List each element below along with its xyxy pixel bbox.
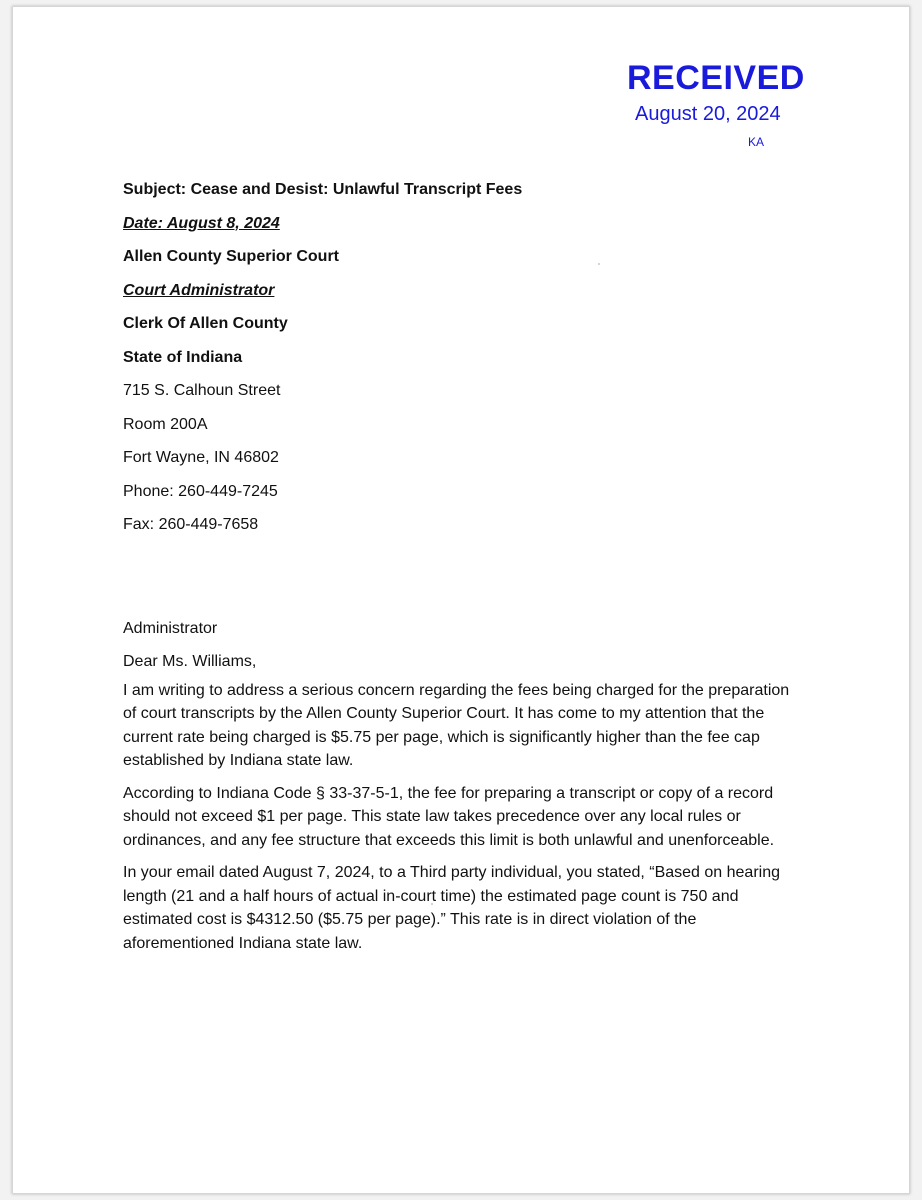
recipient-clerk: Clerk Of Allen County: [123, 315, 288, 332]
address-street: 715 S. Calhoun Street: [123, 382, 281, 399]
letter-date: Date: August 8, 2024: [123, 214, 280, 232]
salutation: Dear Ms. Williams,: [123, 653, 257, 670]
recipient-title: Court Administrator: [123, 281, 275, 299]
body-paragraph: According to Indiana Code § 33-37-5-1, the fee for preparing a transcript or copy of a record should not exceed $1 per page. This state law takes precedence over any local rules or ordinances, and any fee structure that exceeds this limit is both unlawful and unenforceable.: [123, 784, 775, 849]
letter-content: [123, 173, 803, 964]
address-room: Room 200A: [123, 415, 208, 433]
received-stamp-title: RECEIVED: [627, 59, 805, 97]
address-city-state-zip: Fort Wayne, IN 46802: [123, 449, 279, 466]
attention-line: Administrator: [123, 619, 218, 637]
recipient-state: State of Indiana: [123, 348, 243, 366]
received-stamp-date: August 20, 2024: [635, 103, 781, 125]
body-paragraph: In your email dated August 7, 2024, to a Third party individual, you stated, “Based on hearing length (21 and a half hours of actual in-court time) the estimated page count is 750 and estimated cost is $4312.50 ($5.75 per page).” This rate is in direct violation of the aforementioned Indiana state law.: [123, 864, 781, 952]
recipient-court: Allen County Superior Court: [123, 248, 339, 265]
letter-page: [12, 6, 910, 1194]
recipient-phone: Phone: 260-449-7245: [123, 482, 278, 500]
header-body-gap: [123, 542, 803, 612]
subject-line: Subject: Cease and Desist: Unlawful Transcript Fees: [123, 181, 523, 198]
received-stamp-initials: KA: [748, 135, 765, 149]
recipient-fax: Fax: 260-449-7658: [123, 516, 259, 533]
body-paragraph: I am writing to address a serious concern regarding the fees being charged for the preparation of court transcripts by the Allen County Superior Court. It has come to my attention that the current rate being charged is $5.75 per page, which is significantly higher than the fee cap established by Indiana state law.: [123, 681, 790, 769]
